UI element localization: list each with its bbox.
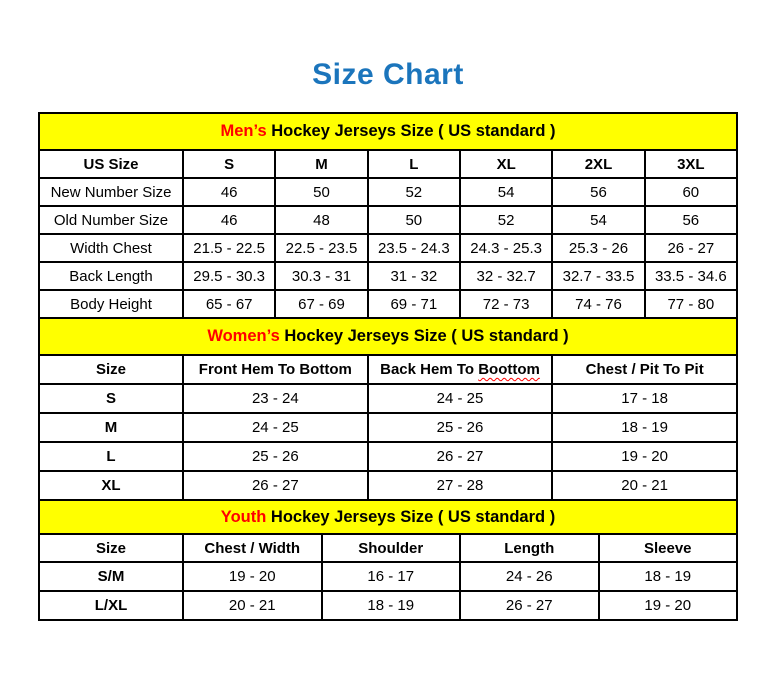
value-cell: 23 - 24 [183,384,368,413]
misspelled-word-squiggle: Boottom [478,361,540,378]
value-cell: 56 [645,206,737,234]
youth-banner-cell [39,500,737,534]
table-row [39,178,737,206]
row-label-cell: Width Chest [39,234,183,262]
column-header-cell: M [275,150,367,178]
womens-banner-text: Hockey Jerseys Size ( US standard ) [279,327,569,345]
column-header-cell: Size [39,355,183,384]
size-chart-tables [38,112,738,621]
value-cell: 46 [183,178,275,206]
womens-banner-highlight: Women’s [207,327,280,345]
column-header-cell: Chest / Width [183,534,322,562]
mens-banner-cell [39,113,737,150]
value-cell: 54 [552,206,644,234]
value-cell: 24 - 25 [183,413,368,442]
youth-section-banner [39,500,737,534]
value-cell: 19 - 20 [183,562,322,591]
value-cell: 52 [460,206,552,234]
youth-banner-highlight: Youth [220,507,267,526]
column-header-cell: XL [460,150,552,178]
column-header-cell: 2XL [552,150,644,178]
value-cell: 33.5 - 34.6 [645,262,737,290]
value-cell: 20 - 21 [183,591,322,620]
womens-section-banner [39,318,737,355]
value-cell: 17 - 18 [552,384,737,413]
value-cell: 50 [275,178,367,206]
table-row [39,471,737,500]
page-title: Size Chart [312,58,464,91]
table-row [39,234,737,262]
row-label-cell: XL [39,471,183,500]
value-cell: 26 - 27 [460,591,599,620]
table-row [39,290,737,318]
row-label-cell: Body Height [39,290,183,318]
value-cell: 46 [183,206,275,234]
womens-header-row [39,355,737,384]
value-cell: 21.5 - 22.5 [183,234,275,262]
value-cell: 20 - 21 [552,471,737,500]
mens-section-banner [39,113,737,150]
table-row [39,413,737,442]
value-cell: 26 - 27 [645,234,737,262]
youth-banner-text: Hockey Jerseys Size ( US standard ) [266,507,556,526]
column-header-cell: 3XL [645,150,737,178]
value-cell: 26 - 27 [183,471,368,500]
mens-banner-text: Hockey Jerseys Size ( US standard ) [266,122,556,140]
value-cell: 22.5 - 23.5 [275,234,367,262]
column-header-cell: US Size [39,150,183,178]
value-cell: 77 - 80 [645,290,737,318]
row-label-cell: S/M [39,562,183,591]
value-cell: 32.7 - 33.5 [552,262,644,290]
value-cell: 19 - 20 [552,442,737,471]
value-cell: 18 - 19 [552,413,737,442]
row-label-cell: L [39,442,183,471]
row-label-cell: L/XL [39,591,183,620]
value-cell: 27 - 28 [368,471,553,500]
youth-size-table [38,499,738,621]
womens-size-table [38,317,738,501]
column-header-cell: Length [460,534,599,562]
column-header-cell: L [368,150,460,178]
value-cell: 31 - 32 [368,262,460,290]
value-cell: 48 [275,206,367,234]
youth-header-row [39,534,737,562]
value-cell: 24.3 - 25.3 [460,234,552,262]
table-row [39,384,737,413]
value-cell: 56 [552,178,644,206]
value-cell: 32 - 32.7 [460,262,552,290]
value-cell: 50 [368,206,460,234]
value-cell: 25 - 26 [368,413,553,442]
row-label-cell: Old Number Size [39,206,183,234]
table-row [39,591,737,620]
value-cell: 30.3 - 31 [275,262,367,290]
value-cell: 72 - 73 [460,290,552,318]
value-cell: 24 - 25 [368,384,553,413]
value-cell: 60 [645,178,737,206]
row-label-cell: M [39,413,183,442]
table-row [39,262,737,290]
column-header-cell: Sleeve [599,534,738,562]
value-cell: 25 - 26 [183,442,368,471]
value-cell: 18 - 19 [599,562,738,591]
value-cell: 25.3 - 26 [552,234,644,262]
mens-header-row [39,150,737,178]
value-cell: 23.5 - 24.3 [368,234,460,262]
womens-banner-cell [39,318,737,355]
value-cell: 26 - 27 [368,442,553,471]
value-cell: 54 [460,178,552,206]
column-header-text: Back Hem To [380,361,479,378]
column-header-cell: Front Hem To Bottom [183,355,368,384]
table-row [39,206,737,234]
row-label-cell: Back Length [39,262,183,290]
value-cell: 16 - 17 [322,562,461,591]
column-header-cell [368,355,553,384]
value-cell: 29.5 - 30.3 [183,262,275,290]
row-label-cell: New Number Size [39,178,183,206]
mens-banner-highlight: Men’s [220,122,267,140]
column-header-cell: Shoulder [322,534,461,562]
value-cell: 52 [368,178,460,206]
value-cell: 74 - 76 [552,290,644,318]
table-row [39,442,737,471]
value-cell: 65 - 67 [183,290,275,318]
value-cell: 19 - 20 [599,591,738,620]
value-cell: 24 - 26 [460,562,599,591]
column-header-cell: S [183,150,275,178]
column-header-cell: Size [39,534,183,562]
mens-size-table [38,112,738,319]
table-row [39,562,737,591]
value-cell: 18 - 19 [322,591,461,620]
value-cell: 69 - 71 [368,290,460,318]
row-label-cell: S [39,384,183,413]
column-header-cell: Chest / Pit To Pit [552,355,737,384]
value-cell: 67 - 69 [275,290,367,318]
